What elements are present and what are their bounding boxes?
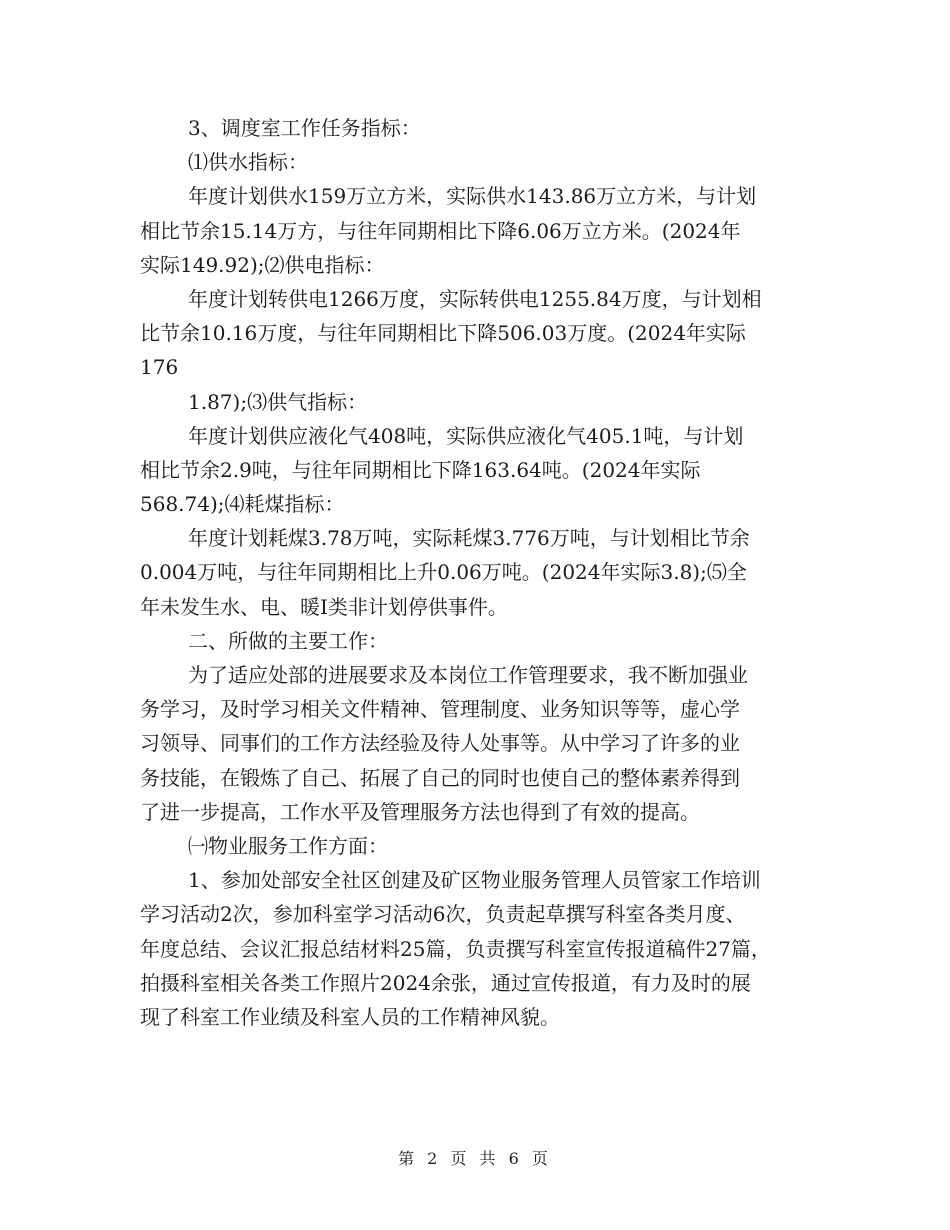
page-number-footer: 第 2 页 共 6 页 (398, 1149, 552, 1168)
text-line: 习领导、同事们的工作方法经验及待人处事等。从中学习了许多的业 (140, 731, 740, 756)
text-line: 3、调度室工作任务指标： (188, 116, 421, 140)
text-line: 比节余10.16万度，与往年同期相比下降506.03万度。(2024年实际 (140, 321, 746, 346)
text-line: 年度计划耗煤3.78万吨，实际耗煤3.776万吨，与计划相比节余 (188, 526, 750, 551)
text-line: 年未发生水、电、暖Ⅰ类非计划停供事件。 (140, 594, 508, 619)
text-line: 1、参加处部安全社区创建及矿区物业服务管理人员管家工作培训 (188, 868, 761, 893)
text-line: 为了适应处部的进展要求及本岗位工作管理要求，我不断加强业 (188, 663, 748, 687)
text-line: 实际149.92);⑵供电指标： (140, 252, 385, 277)
section-heading: 二、所做的主要工作： (188, 628, 388, 653)
text-line: 了进一步提高，工作水平及管理服务方法也得到了有效的提高。 (140, 799, 700, 824)
subsection-heading: ㈠物业服务工作方面： (188, 833, 388, 858)
text-line: 学习活动2次，参加科室学习活动6次，负责起草撰写科室各类月度、 (140, 902, 746, 927)
text-line: 相比节余2.9吨，与往年同期相比下降163.64吨。(2024年实际 (140, 457, 701, 482)
text-line: 年度计划转供电1266万度，实际转供电1255.84万度，与计划相 (188, 286, 762, 311)
text-line: 1.87);⑶供气指标： (188, 389, 368, 414)
text-line: 0.004万吨，与往年同期相比上升0.06万吨。(2024年实际3.8);⑸全 (140, 560, 747, 585)
text-line: 务技能，在锻炼了自己、拓展了自己的同时也使自己的整体素养得到 (140, 765, 740, 790)
text-line: 现了科室工作业绩及科室人员的工作精神风貌。 (140, 1004, 560, 1029)
text-line: 568.74);⑷耗煤指标： (140, 492, 345, 517)
text-line: 相比节余15.14万方，与往年同期相比下降6.06万立方米。(2024年 (140, 218, 741, 243)
text-line: 年度计划供应液化气408吨，实际供应液化气405.1吨，与计划 (188, 423, 744, 448)
text-line: 务学习，及时学习相关文件精神、管理制度、业务知识等等，虚心学 (140, 697, 740, 722)
page-body (140, 111, 830, 1034)
text-line: 176 (140, 355, 179, 380)
text-line: 年度计划供水159万立方米，实际供水143.86万立方米，与计划 (188, 184, 757, 209)
text-line: ⑴供水指标： (188, 150, 308, 175)
text-line: 年度总结、会议汇报总结材料25篇，负责撰写科室宣传报道稿件27篇， (140, 936, 771, 961)
text-line: 拍摄科室相关各类工作照片2024余张，通过宣传报道，有力及时的展 (140, 970, 751, 995)
